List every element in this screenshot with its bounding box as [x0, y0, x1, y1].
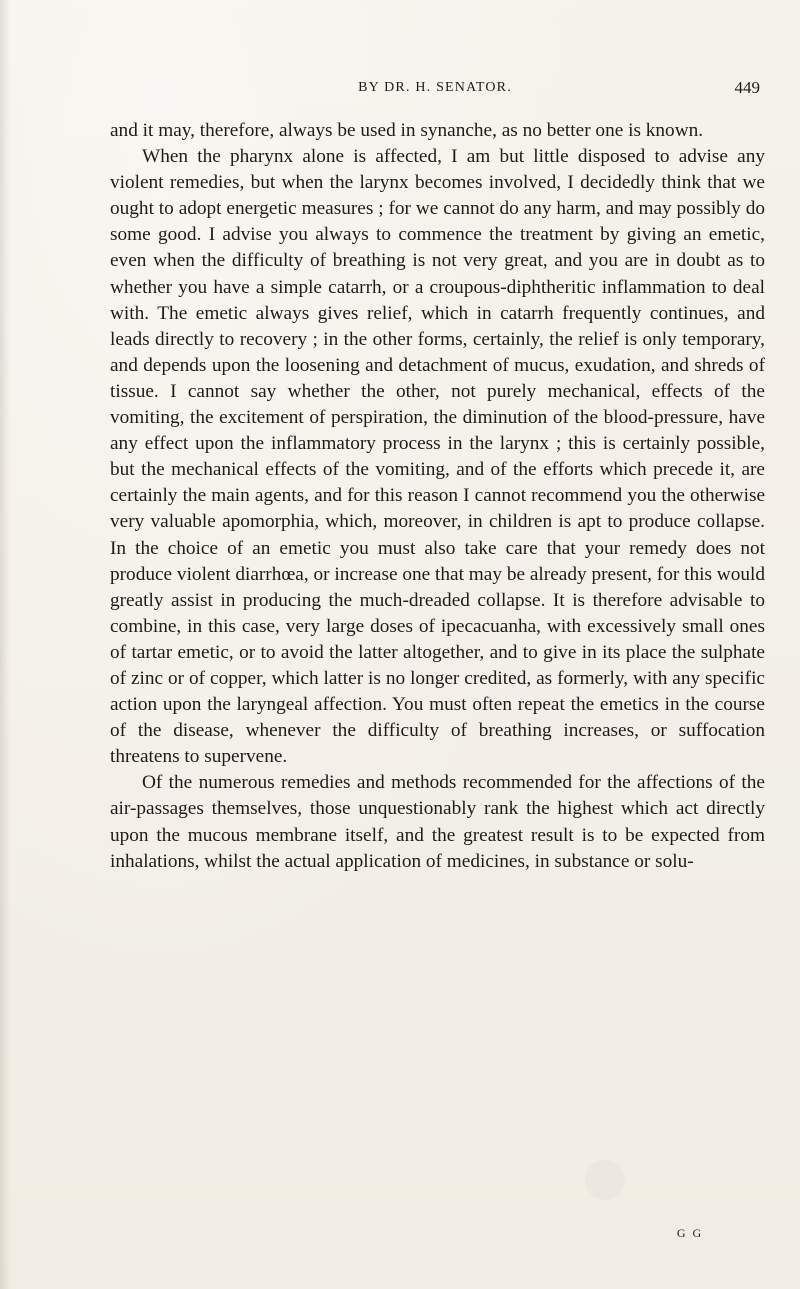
page-header — [110, 80, 760, 106]
paper-speck — [585, 1160, 625, 1200]
body-text — [110, 118, 765, 1208]
page-edge-shadow — [0, 0, 10, 1289]
running-head: BY DR. H. SENATOR. — [358, 80, 512, 95]
paragraph-1: and it may, therefore, always be used in synanche, as no better one is known. — [110, 120, 704, 141]
signature-mark: G G — [676, 1226, 704, 1240]
page-number: 449 — [734, 78, 760, 97]
paragraph-2: When the pharynx alone is affected, I am but little disposed to advise any violent remedies, but when the larynx becomes involved, I decidedly think that we ought to adopt energetic measures ; for we cannot do any harm, and may possibly do some good. I advise you always to commence the treatment by giving an emetic, even when the difficulty of breathing is not very great, and you are in doubt as to whether you have a simple catarrh, or a croupous-diphtheritic inflammation to deal with. The emetic always gives relief, which in catarrh frequently continues, and leads directly to recovery ; in the other forms, certainly, the relief is only temporary, and depends upon the loosening and detachment of mucus, exudation, and shreds of tissue. I cannot say whether the other, not purely mechanical, effects of the vomiting, the excitement of perspiration, the diminution of the blood-pressure, have any effect upon the inflammatory process in the larynx ; this is certainly possible, but the mechanical effects of the vomiting, and of the efforts which precede it, are certainly the main agents, and for this reason I cannot recommend you the otherwise very valuable apomorphia, which, moreover, in children is apt to produce collapse. In the choice of an emetic you must also take care that your remedy does not produce violent diarrhœa, or increase one that may be already present, for this would greatly assist in producing the much-dreaded collapse. It is therefore advisable to combine, in this case, very large doses of ipecacuanha, with excessively small ones of tartar emetic, or to avoid the latter altogether, and to give in its place the sulphate of zinc or of copper, which latter is no longer credited, as formerly, with any specific action upon the laryngeal affection. You must often repeat the emetics in the course of the disease, whenever the difficulty of breathing increases, or suffocation threatens to supervene. — [110, 146, 765, 768]
paragraph-3: Of the numerous remedies and methods recommended for the affections of the air-passages themselves, those unquestionably rank the highest which act directly upon the mucous membrane itself, and the greatest result is to be expected from inhalations, whilst the actual application of medicines, in substance or solu- — [110, 772, 765, 872]
